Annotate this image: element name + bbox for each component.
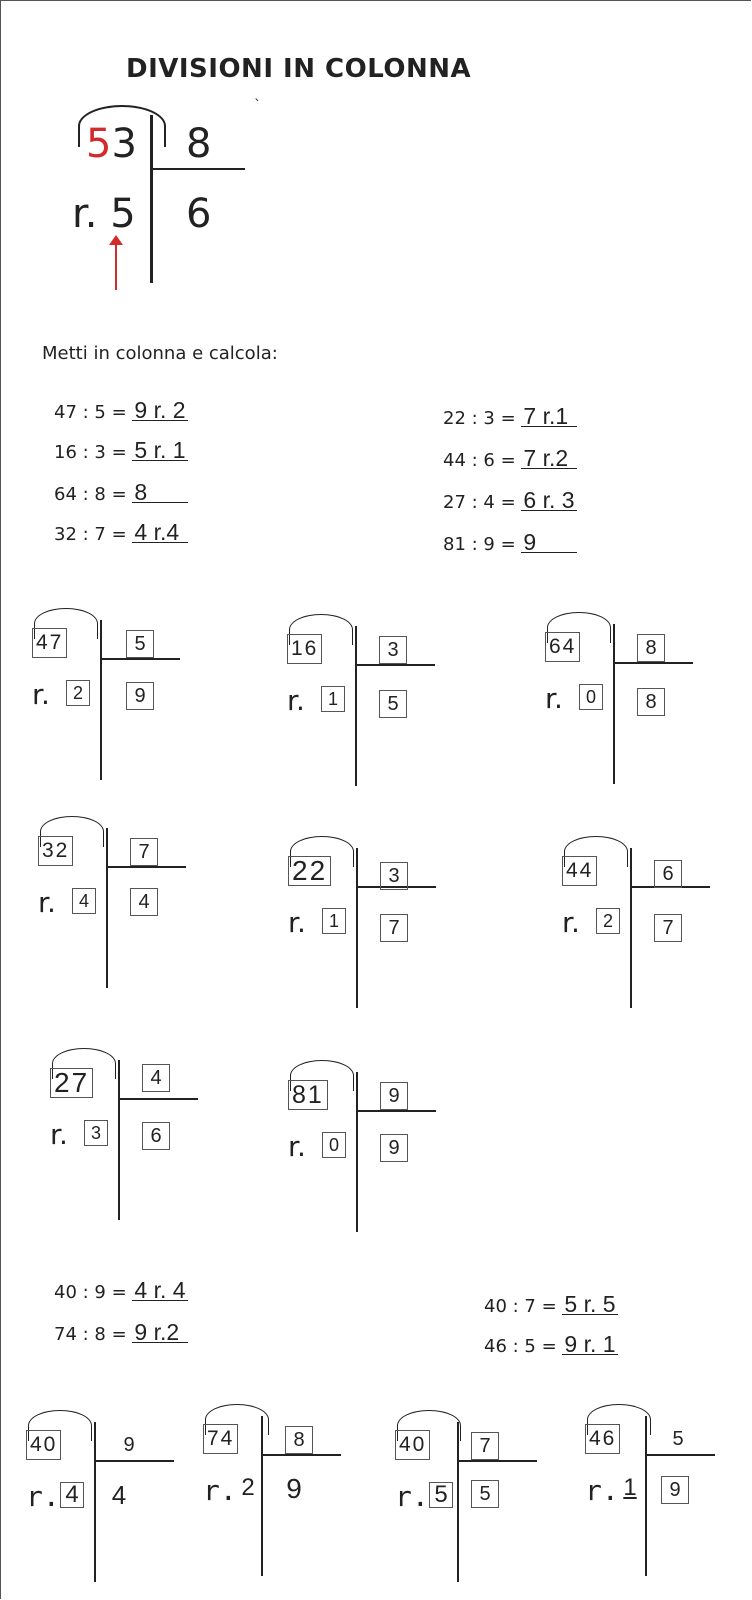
division-vertical-line [100,620,102,780]
dividend-box: 40 [26,1430,61,1460]
equation-answer: 9 r. 2 [132,400,188,421]
equation-answer: 7 r.2 [521,448,577,469]
divisor-box: 7 [471,1432,499,1460]
equation-answer: 9 [521,532,577,553]
remainder-box: 0 [322,1132,346,1158]
division-horizontal-line [647,1454,715,1456]
division-diagram [545,612,745,782]
equation-answer: 5 r. 1 [132,440,188,461]
example-horizontal-line [153,168,245,170]
remainder-digit: 2 [241,1474,255,1501]
equation-expression: 74 : 8 = [54,1324,127,1345]
equation-expression: 40 : 7 = [484,1296,557,1317]
equation-answer: 4 r.4 [132,522,188,543]
quotient-digit: 9 [286,1473,302,1504]
division-vertical-line [355,626,357,786]
equation-expression: 16 : 3 = [54,442,127,463]
division-horizontal-line [96,1460,174,1462]
division-diagram [38,816,238,986]
equation-row [443,529,577,555]
division-horizontal-line [358,1110,436,1112]
division-diagram [50,1048,250,1218]
remainder-label: r. [288,1130,306,1163]
division-vertical-line [106,828,108,988]
divisor-box: 4 [142,1064,170,1092]
example-dividend-red-digit: 5 [86,121,112,167]
division-vertical-line [356,1072,358,1232]
remainder-label: r. [38,886,56,919]
equation-row [54,479,188,505]
remainder-box: 1 [322,908,346,934]
division-vertical-line [630,848,632,1008]
divisor-box: 9 [380,1082,408,1110]
remainder-label: r. [50,1118,68,1151]
division-horizontal-line [615,662,693,664]
equation-expression: 40 : 9 = [54,1282,127,1303]
division-vertical-line [118,1060,120,1220]
equation-answer: 9 r. 1 [562,1334,618,1355]
divisor-box: 3 [380,862,408,890]
equation-row [443,403,577,429]
quotient-box: 9 [380,1134,408,1162]
equation-expression: 81 : 9 = [443,534,516,555]
dividend-box: 74 [203,1424,238,1454]
equation-row [54,519,188,545]
equation-row [54,1277,188,1303]
quotient-box: 6 [142,1122,170,1150]
equation-expression: 44 : 6 = [443,450,516,471]
example-vertical-line [150,115,153,283]
equation-row [484,1331,618,1357]
quotient-box: 5 [379,690,407,718]
division-horizontal-line [120,1098,198,1100]
equation-answer: 7 r.1 [521,406,577,427]
division-vertical-line [645,1416,647,1576]
dividend-box: 40 [395,1430,430,1460]
equation-row [54,397,188,423]
quotient-box: 8 [637,688,665,716]
division-horizontal-line [263,1454,341,1456]
remainder-label: r. [585,1474,619,1507]
equation-answer: 4 r. 4 [132,1280,188,1301]
equation-answer: 9 r.2 [132,1322,188,1343]
remainder-label: r. [562,906,580,939]
equation-answer: 6 r. 3 [521,490,577,511]
tick-mark: ` [254,98,261,114]
equation-expression: 64 : 8 = [54,484,127,505]
quotient-box: 5 [471,1480,499,1508]
example-division [60,95,260,305]
divisor-box: 5 [126,630,154,658]
divisor-box: 7 [130,838,158,866]
division-diagram [287,614,487,784]
remainder-box: 3 [84,1120,108,1146]
division-horizontal-line [102,658,180,660]
equation-expression: 27 : 4 = [443,492,516,513]
dividend-box: 22 [288,856,331,886]
division-vertical-line [356,848,358,1008]
equation-row [54,1319,188,1345]
equation-expression: 47 : 5 = [54,402,127,423]
instruction-text: Metti in colonna e calcola: [42,343,278,364]
equation-row [443,445,577,471]
division-horizontal-line [357,664,435,666]
dividend-box: 64 [545,632,580,662]
remainder-label: r. [545,682,563,715]
equation-answer: 5 r. 5 [562,1294,618,1315]
example-dividend-rest: 3 [111,121,137,167]
divisor-digit: 9 [123,1434,135,1456]
equation-expression: 46 : 5 = [484,1336,557,1357]
division-horizontal-line [108,866,186,868]
dividend-box: 81 [288,1080,328,1110]
division-diagram [562,836,752,1006]
divisor-box: 6 [654,860,682,888]
example-divisor: 8 [186,121,212,167]
remainder-digit: 1 [623,1474,637,1501]
remainder-label: r. [203,1474,237,1507]
quotient-box: 4 [130,888,158,916]
division-diagram [26,1410,226,1580]
page-title: DIVISIONI IN COLONNA [126,54,472,84]
division-diagram [203,1404,403,1574]
equation-row [54,437,188,463]
example-quotient: 6 [186,191,212,237]
division-diagram [288,836,488,1006]
quotient-box: 9 [661,1476,689,1504]
example-remainder: r. 5 [72,191,136,237]
division-horizontal-line [459,1460,537,1462]
division-vertical-line [94,1422,96,1582]
equation-expression: 32 : 7 = [54,524,127,545]
remainder-box: 4 [72,888,96,914]
remainder-box: 2 [66,680,90,706]
remainder-box: 1 [321,686,345,712]
divisor-digit: 5 [672,1428,684,1450]
remainder-label: r. [32,678,50,711]
division-diagram [288,1060,488,1230]
quotient-box: 9 [126,682,154,710]
remainder-label: r. [288,906,306,939]
dividend-box: 27 [50,1068,93,1098]
division-vertical-line [613,624,615,784]
division-diagram [395,1410,595,1580]
remainder-box: 5 [429,1482,453,1508]
quotient-digit: 4 [111,1480,127,1510]
dividend-box: 47 [32,628,67,658]
divisor-box: 3 [379,636,407,664]
equation-expression: 22 : 3 = [443,408,516,429]
arrow-shaft [115,242,117,290]
divisor-box: 8 [637,634,665,662]
quotient-box: 7 [654,914,682,942]
dividend-box: 16 [287,634,322,664]
equation-row [443,487,577,513]
divisor-box: 8 [285,1426,313,1454]
remainder-box: 2 [596,908,620,934]
equation-answer: 8 [132,482,188,503]
remainder-label: r. [287,684,305,717]
division-vertical-line [457,1422,459,1582]
division-diagram [32,608,232,778]
remainder-box: 0 [579,684,603,710]
dividend-box: 32 [38,836,73,866]
equation-row [484,1291,618,1317]
remainder-label: r. [26,1480,60,1513]
dividend-box: 44 [562,856,597,886]
division-vertical-line [261,1416,263,1576]
remainder-label: r. [395,1480,429,1513]
division-diagram [585,1404,752,1574]
dividend-box: 46 [585,1424,620,1454]
example-dividend [86,121,137,167]
remainder-box: 4 [60,1482,84,1508]
quotient-box: 7 [380,914,408,942]
